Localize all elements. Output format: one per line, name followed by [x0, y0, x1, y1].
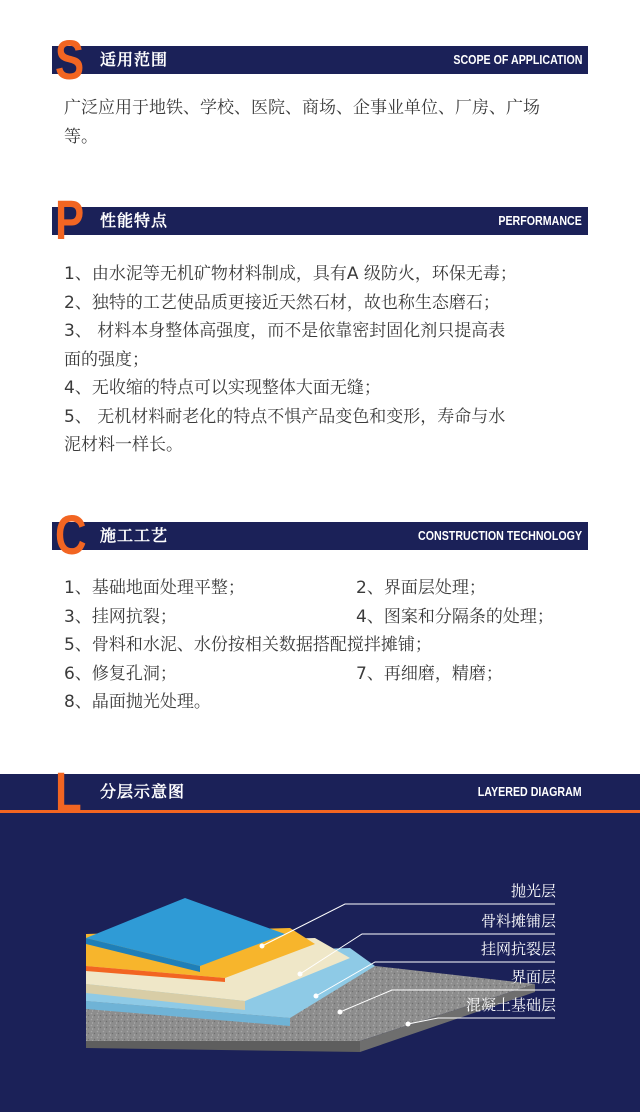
step-item: 5、骨料和水泥、水份按相关数据搭配搅拌摊铺； — [64, 635, 432, 655]
construction-title: 施工工艺 — [100, 526, 169, 545]
step-item: 7、再细磨，精磨； — [356, 663, 503, 684]
step-item: 6、修复孔洞； — [64, 663, 177, 684]
leader-dot — [406, 1022, 411, 1027]
construction-header-bar — [52, 522, 588, 550]
layer-label-polished: 抛光层 — [510, 882, 556, 900]
step-row — [64, 660, 604, 689]
performance-header-bar — [52, 207, 588, 235]
step-row — [64, 603, 604, 632]
performance-line: 3、 材料本身整体高强度，而不是依靠密封固化剂只提高表 — [64, 321, 506, 341]
concrete-layer-front — [86, 1041, 360, 1052]
layer-label-aggregate: 骨料摊铺层 — [480, 912, 556, 930]
layered-letter: L — [55, 760, 82, 823]
step-row — [64, 631, 604, 660]
layered-title: 分层示意图 — [100, 782, 186, 801]
performance-line: 4、无收缩的特点可以实现整体大面无缝； — [64, 378, 381, 398]
construction-title-en: CONSTRUCTION TECHNOLOGY — [417, 528, 582, 543]
leader-dot — [298, 972, 303, 977]
step-item: 1、基础地面处理平整； — [64, 578, 245, 598]
performance-text — [64, 260, 594, 460]
step-item: 4、图案和分隔条的处理； — [356, 606, 554, 627]
layered-accent-bar — [0, 810, 640, 813]
performance-letter: P — [55, 188, 85, 251]
step-item: 8、晶面抛光处理。 — [64, 692, 211, 712]
scope-line: 等。 — [64, 126, 98, 147]
layered-title-en: LAYERED DIAGRAM — [478, 784, 582, 799]
performance-title-en: PERFORMANCE — [498, 213, 582, 228]
scope-title-en: SCOPE OF APPLICATION — [452, 52, 582, 67]
performance-line: 2、独特的工艺使品质更接近天然石材，故也称生态磨石； — [64, 292, 500, 313]
construction-steps — [64, 574, 604, 717]
step-row — [64, 574, 604, 603]
scope-title: 适用范围 — [100, 50, 169, 69]
layer-label-interface: 界面层 — [510, 968, 556, 986]
performance-line: 泥材料一样长。 — [64, 435, 183, 455]
scope-text — [64, 94, 594, 151]
performance-line: 面的强度； — [64, 349, 149, 370]
step-item: 3、挂网抗裂； — [64, 606, 177, 627]
layer-label-concrete: 混凝土基础层 — [465, 996, 556, 1014]
scope-line: 广泛应用于地铁、学校、医院、商场、企事业单位、厂房、广场 — [64, 98, 540, 118]
leader-dot — [338, 1010, 343, 1015]
scope-letter: S — [55, 28, 85, 91]
leader-dot — [260, 944, 265, 949]
performance-line: 1、由水泥等无机矿物材料制成，具有A 级防火，环保无毒； — [64, 264, 517, 284]
scope-header-bar — [52, 46, 588, 74]
scope-section — [0, 0, 640, 160]
layer-label-mesh: 挂网抗裂层 — [480, 940, 556, 958]
step-item: 2、界面层处理； — [356, 578, 486, 598]
performance-line: 5、 无机材料耐老化的特点不惧产品变色和变形，寿命与水 — [64, 406, 506, 427]
performance-title: 性能特点 — [100, 211, 169, 230]
step-row — [64, 688, 604, 717]
layer-diagram — [0, 826, 640, 1112]
construction-letter: C — [55, 503, 87, 566]
leader-dot — [314, 994, 319, 999]
